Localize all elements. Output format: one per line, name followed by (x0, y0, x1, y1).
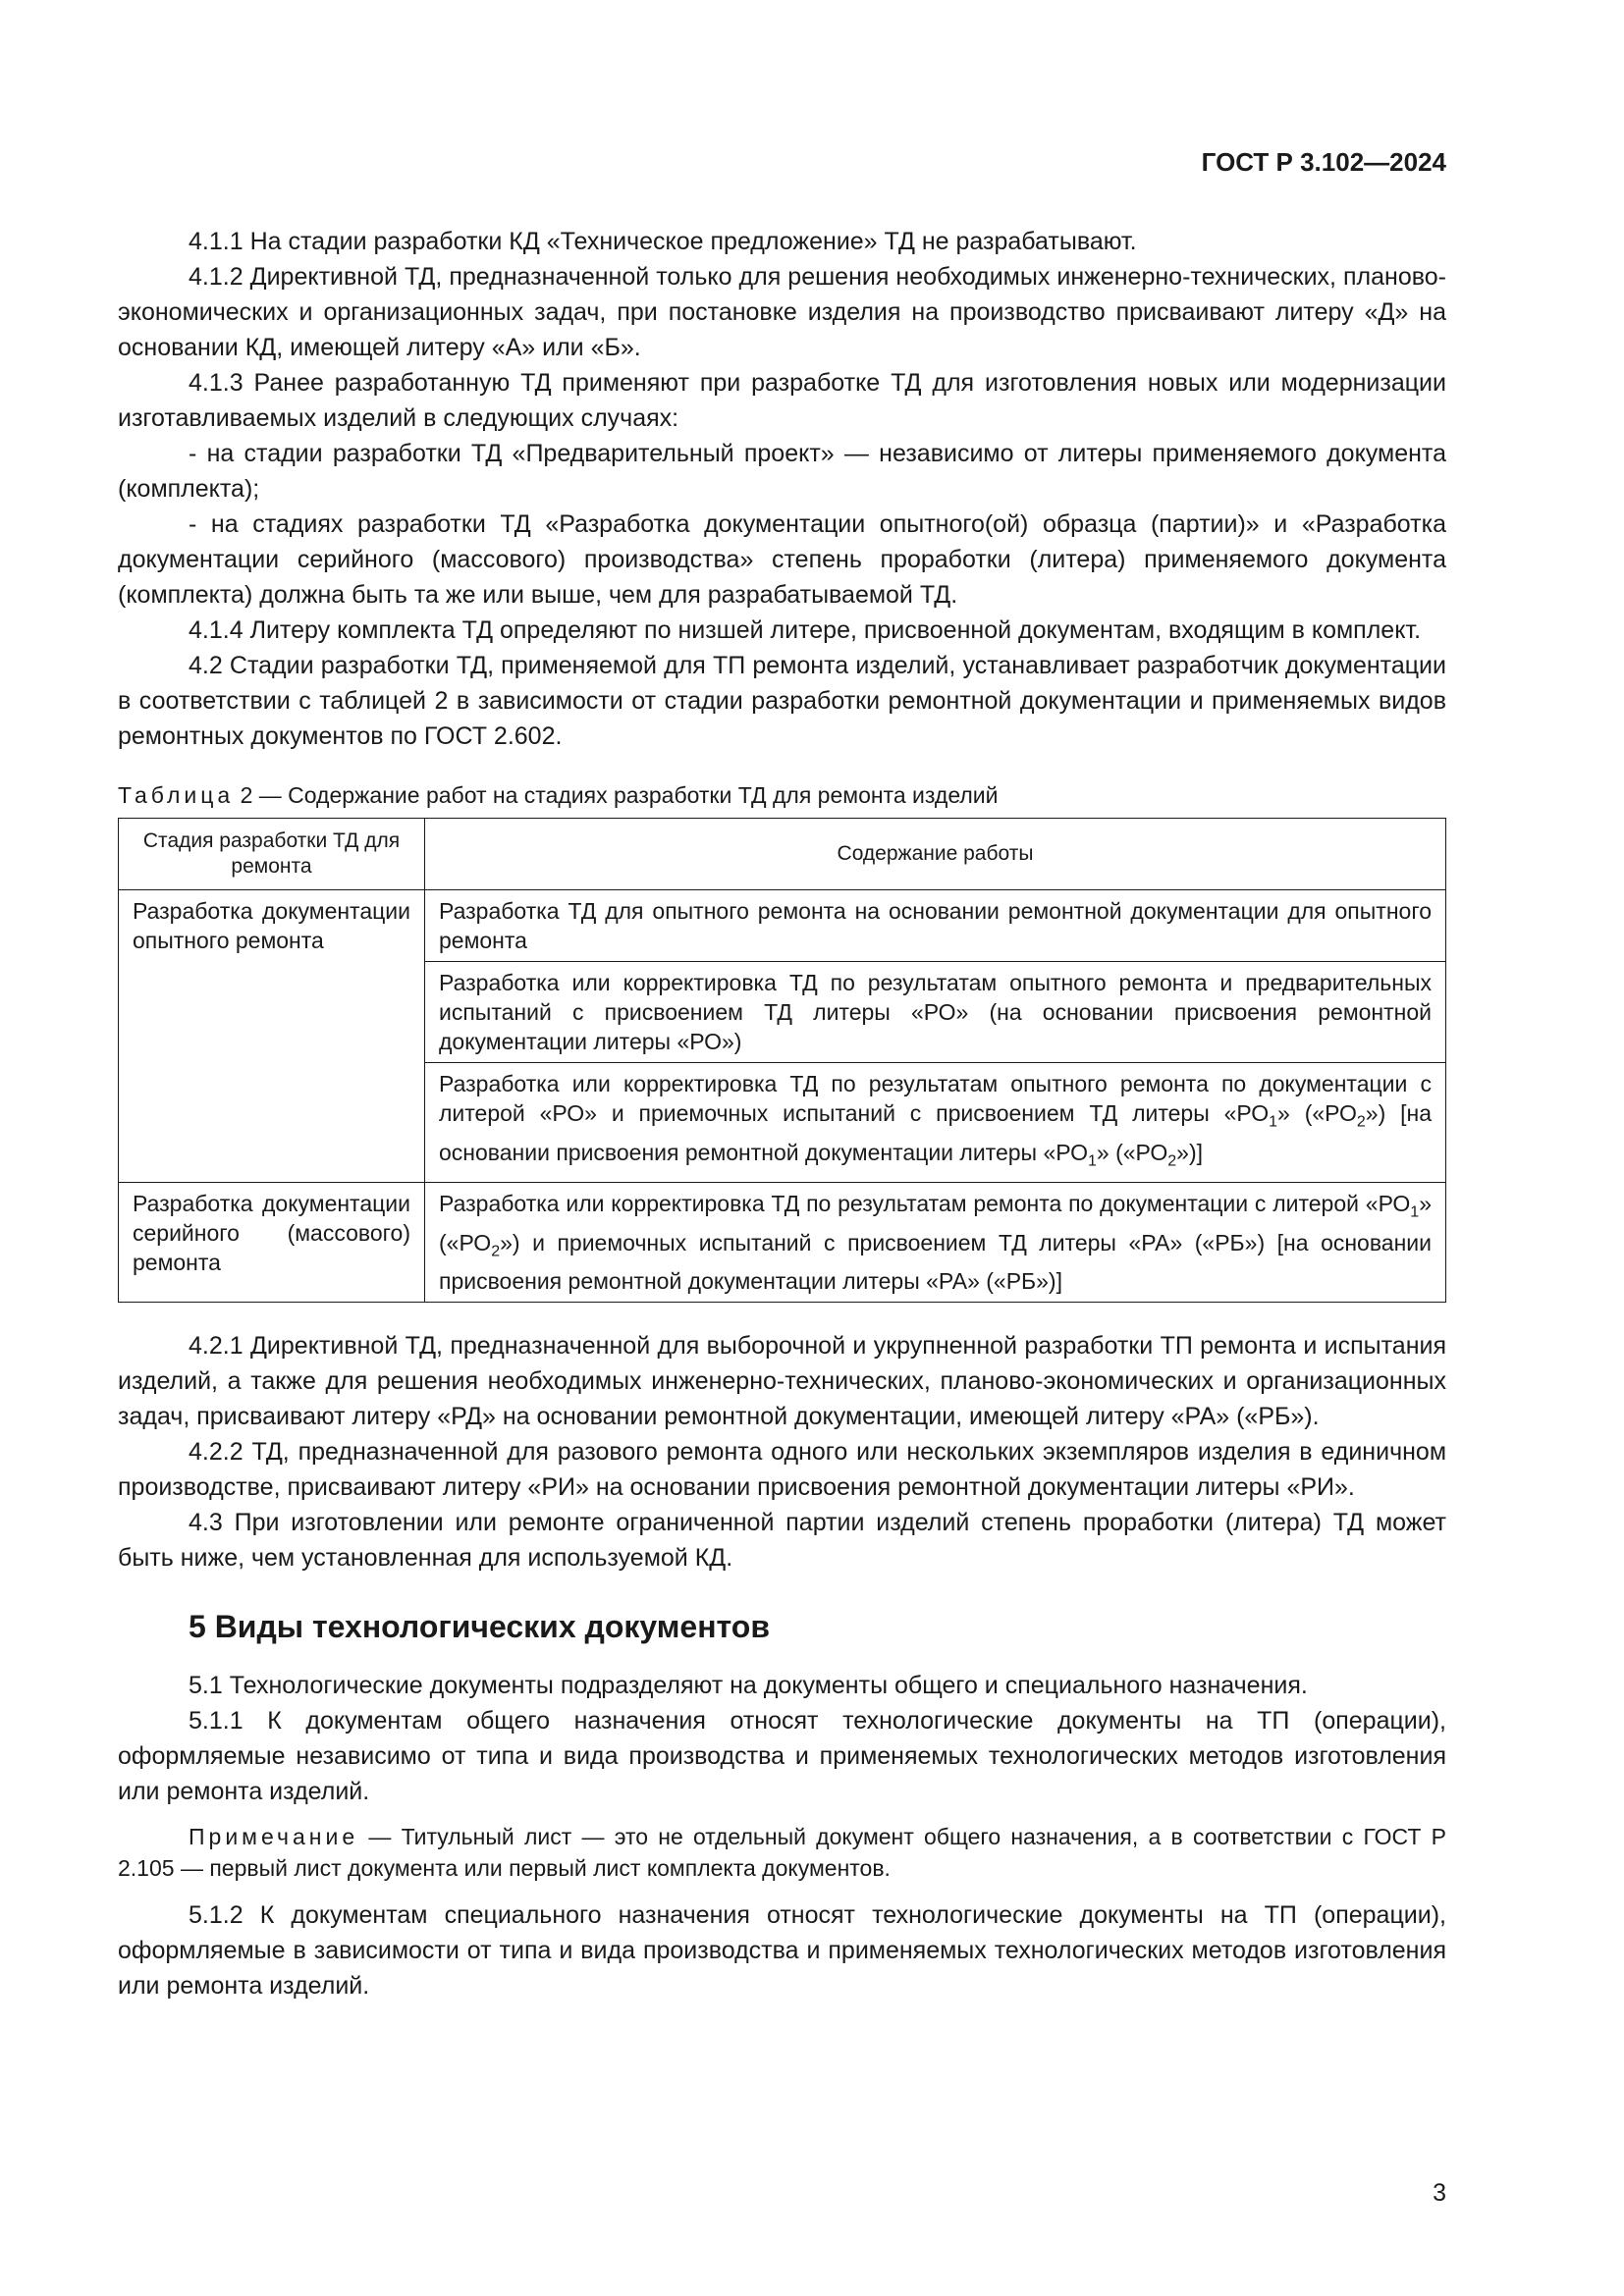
stage-serial-repair: Разработка документации серийного (массового) ремонта (119, 1183, 425, 1303)
work-text: ») [на основании присвоения ремонтной документации литеры «РО (439, 1100, 1432, 1165)
page-content (118, 224, 1446, 2003)
list-item-text: - на стадии разработки ТД «Предварительный проект» — независимо от литеры применяемого документа (комплекта); (118, 440, 1446, 503)
table-caption-label: Таблица (118, 782, 235, 808)
subscript: 1 (1269, 1113, 1278, 1131)
paragraph-4-2-2 (118, 1434, 1446, 1505)
clause-number: 5.1.1 (189, 1707, 244, 1735)
work-content-cell (425, 1063, 1446, 1183)
clause-text: ТД, предназначенной для разового ремонта одного или нескольких экземпляров изделия в единичном производстве, присваивают литеру «РИ» на основании присвоения ремонтной документации литеры «РИ». (118, 1438, 1447, 1502)
clause-number: 4.2 (189, 652, 223, 679)
paragraph-4-1-2 (118, 259, 1446, 365)
clause-text: Директивной ТД, предназначенной только для решения необходимых инженерно-технических, планово-экономических и организационных задач, при постановке изделия на производство присваивают литеру «Д» на основании КД, имеющей литеру «А» или «Б». (118, 263, 1446, 361)
clause-number: 4.1.3 (189, 369, 244, 397)
stages-table (118, 818, 1446, 1303)
clause-text: При изготовлении или ремонте ограниченной партии изделий степень проработки (литера) ТД может быть ниже, чем установленная для используемой КД. (118, 1509, 1446, 1573)
work-content-cell (425, 1183, 1446, 1303)
clause-text: На стадии разработки КД «Техническое предложение» ТД не разрабатывают. (249, 228, 1137, 255)
section-heading: 5 Виды технологических документов (189, 1609, 771, 1645)
after-table-block (118, 1328, 1446, 1575)
work-text: ») и приемочных испытаний с присвоением ТД литеры «РА» («РБ») [на основании присвоения ремонтной документации литеры «РА» («РБ»)] (439, 1229, 1432, 1295)
paragraph-4-2-1 (118, 1328, 1446, 1434)
header-stage: Стадия разработки ТД для ремонта (119, 819, 425, 890)
list-item-preliminary (118, 436, 1446, 507)
work-text: »)] (1176, 1139, 1203, 1165)
paragraph-5-1-2 (118, 1897, 1446, 2003)
clause-text: Стадии разработки ТД, применяемой для ТП ремонта изделий, устанавливает разработчик документации в соответствии с таблицей 2 в зависимости от стадии разработки ремонтной документации и применяемых видов ремонтных документов по ГОСТ 2.602. (118, 652, 1446, 750)
clause-number: 5.1.2 (189, 1901, 244, 1930)
list-item-stages (118, 507, 1446, 613)
subscript: 2 (1356, 1113, 1366, 1131)
table-caption-text: 2 — Содержание работ на стадиях разработки ТД для ремонта изделий (240, 782, 999, 808)
document-code: ГОСТ Р 3.102—2024 (1201, 147, 1446, 177)
work-text: » («РО (1277, 1100, 1357, 1126)
clause-number: 4.1.4 (189, 616, 244, 644)
paragraph-5-1 (118, 1668, 1446, 1703)
note (118, 1821, 1446, 1884)
table-row (119, 1183, 1446, 1303)
work-text: » («РО (1096, 1139, 1168, 1165)
paragraph-4-1-4 (118, 613, 1446, 648)
clause-text: Технологические документы подразделяют на документы общего и специального назначения. (229, 1672, 1308, 1700)
clause-number: 4.1.1 (189, 228, 244, 255)
list-item-text: - на стадиях разработки ТД «Разработка документации опытного(ой) образца (партии)» и «Разработка документации серийного (массового) производства» степень проработки (литера) применяемого документа (комплекта) должна быть та же или выше, чем для разрабатываемой ТД. (118, 510, 1446, 609)
work-content-cell: Разработка ТД для опытного ремонта на основании ремонтной документации для опытного ремонта (425, 890, 1446, 962)
clause-text: Директивной ТД, предназначенной для выборочной и укрупненной разработки ТП ремонта и испытания изделий, а также для решения необходимых инженерно-технических, планово-экономических и организационных задач, присваивают литеру «РД» на основании ремонтной документации, имеющей литеру «РА» («РБ»). (118, 1332, 1446, 1431)
clause-number: 4.2.1 (189, 1332, 244, 1361)
note-label: Примечание (189, 1824, 359, 1850)
clause-number: 4.2.2 (189, 1438, 244, 1467)
subscript: 2 (1167, 1152, 1177, 1170)
subscript: 1 (1087, 1152, 1097, 1170)
paragraph-5-1-1 (118, 1703, 1446, 1809)
note-text: — Титульный лист — это не отдельный документ общего назначения, а в соответствии с ГОСТ Р 2.105 — первый лист документа или первый лист комплекта документов. (118, 1824, 1446, 1882)
clause-number: 4.1.2 (189, 263, 244, 291)
clause-text: К документам специального назначения относят технологические документы на ТП (операции), оформляемые в зависимости от типа и вида производства и применяемых технологических методов изготовления или ремонта изделий. (118, 1901, 1446, 2001)
header-work-content: Содержание работы (425, 819, 1446, 890)
work-text: Разработка или корректировка ТД по результатам ремонта по документации с литерой «РО (439, 1191, 1411, 1217)
page-number: 3 (1433, 2179, 1446, 2207)
clause-text: К документам общего назначения относят технологические документы на ТП (операции), оформляемые независимо от типа и вида производства и применяемых технологических методов изготовления или ремонта изделий. (118, 1707, 1446, 1806)
clause-text: Ранее разработанную ТД применяют при разработке ТД для изготовления новых или модернизации изготавливаемых изделий в следующих случаях: (118, 369, 1446, 432)
clause-number: 5.1 (189, 1672, 223, 1700)
subscript: 2 (491, 1243, 501, 1260)
work-content-cell: Разработка или корректировка ТД по результатам опытного ремонта и предварительных испытаний с присвоением ТД литеры «РО» (на основании присвоения ремонтной документации литеры «РО») (425, 962, 1446, 1063)
subscript: 1 (1410, 1203, 1420, 1221)
paragraph-4-2 (118, 648, 1446, 754)
paragraph-4-1-3 (118, 365, 1446, 436)
paragraph-4-3 (118, 1505, 1446, 1575)
table-caption (118, 780, 1446, 810)
table-row (119, 890, 1446, 962)
paragraph-4-1-1 (118, 224, 1446, 259)
table-header-row (119, 819, 1446, 890)
work-text: » («РО (439, 1191, 1432, 1255)
clause-text: Литеру комплекта ТД определяют по низшей литере, присвоенной документам, входящим в комплект. (249, 616, 1422, 644)
stage-experimental-repair: Разработка документации опытного ремонта (119, 890, 425, 1183)
clause-number: 4.3 (189, 1509, 223, 1537)
work-text: Разработка или корректировка ТД по результатам опытного ремонта по документации с литерой «РО» и приемочных испытаний с присвоением ТД литеры «РО (439, 1071, 1432, 1126)
